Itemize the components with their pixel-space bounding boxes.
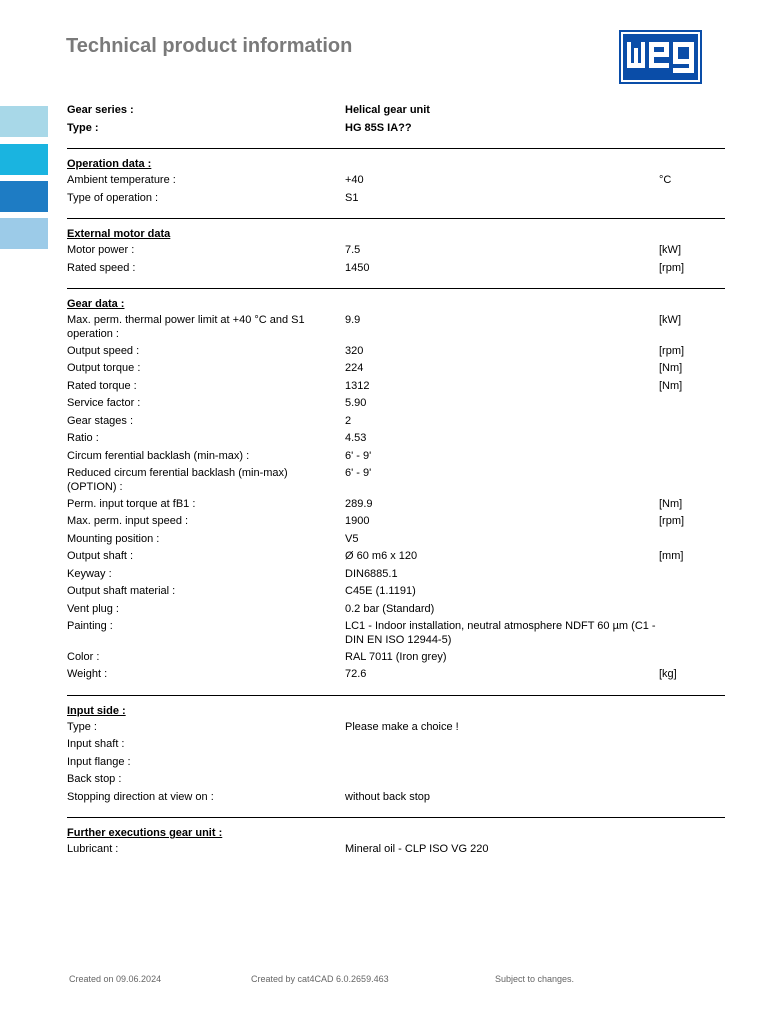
spec-value: 9.9 bbox=[345, 314, 361, 326]
spec-row bbox=[67, 262, 725, 280]
spec-unit: [kW] bbox=[659, 244, 681, 256]
spec-row bbox=[67, 174, 725, 192]
spec-row bbox=[67, 668, 725, 686]
spec-value: 4.53 bbox=[345, 432, 367, 444]
spec-label: Type of operation : bbox=[67, 191, 159, 204]
input-rows bbox=[67, 721, 725, 809]
spec-label: Ambient temperature : bbox=[67, 174, 176, 186]
type-value: HG 85S IA?? bbox=[345, 121, 412, 134]
spec-value: 72.6 bbox=[345, 668, 367, 680]
spec-value: Please make a choice ! bbox=[345, 720, 459, 733]
spec-label: Perm. input torque at fB1 : bbox=[67, 497, 196, 510]
divider bbox=[67, 695, 725, 696]
spec-unit: [mm] bbox=[659, 550, 684, 562]
spec-row bbox=[67, 620, 725, 651]
spec-row bbox=[67, 415, 725, 433]
spec-row bbox=[67, 192, 725, 210]
spec-unit: [rpm] bbox=[659, 515, 685, 527]
section-title-motor: External motor data bbox=[67, 228, 171, 240]
spec-label: Output speed : bbox=[67, 344, 140, 357]
spec-unit: [Nm] bbox=[659, 379, 683, 392]
spec-value: 224 bbox=[345, 362, 364, 374]
spec-label: Color : bbox=[67, 650, 100, 663]
spec-label: Input flange : bbox=[67, 755, 131, 768]
spec-row bbox=[67, 432, 725, 450]
spec-row bbox=[67, 244, 725, 262]
spec-row bbox=[67, 314, 725, 345]
sidebar-stripe-4 bbox=[0, 218, 48, 249]
spec-label: Output shaft : bbox=[67, 550, 134, 562]
spec-value: 1450 bbox=[345, 261, 370, 274]
spec-label: Vent plug : bbox=[67, 602, 119, 615]
spec-label: Stopping direction at view on : bbox=[67, 790, 214, 803]
spec-label: Gear stages : bbox=[67, 414, 134, 427]
spec-value: 7.5 bbox=[345, 244, 361, 256]
spec-value: +40 bbox=[345, 174, 364, 186]
spec-unit: [Nm] bbox=[659, 362, 683, 374]
divider bbox=[67, 218, 725, 219]
spec-row bbox=[67, 721, 725, 739]
spec-value: LC1 - Indoor installation, neutral atmosphere NDFT 60 µm (C1 - DIN EN ISO 12944-5) bbox=[345, 620, 656, 646]
spec-value: 320 bbox=[345, 344, 364, 357]
spec-row bbox=[67, 498, 725, 516]
spec-value: 1312 bbox=[345, 379, 370, 392]
spec-label: Keyway : bbox=[67, 567, 112, 580]
spec-unit: [rpm] bbox=[659, 261, 685, 274]
spec-value: Mineral oil - CLP ISO VG 220 bbox=[345, 843, 489, 855]
spec-value: S1 bbox=[345, 191, 359, 204]
spec-sheet bbox=[67, 104, 725, 861]
spec-unit: [kW] bbox=[659, 314, 681, 326]
further-rows bbox=[67, 843, 725, 861]
spec-row bbox=[67, 756, 725, 774]
spec-row bbox=[67, 568, 725, 586]
spec-value: C45E (1.1191) bbox=[345, 585, 416, 597]
spec-value: RAL 7011 (Iron grey) bbox=[345, 650, 447, 663]
spec-label: Type : bbox=[67, 720, 97, 733]
spec-label: Service factor : bbox=[67, 397, 141, 409]
spec-unit: [rpm] bbox=[659, 344, 685, 357]
spec-row bbox=[67, 345, 725, 363]
sidebar-stripe-2 bbox=[0, 144, 48, 175]
spec-row bbox=[67, 515, 725, 533]
spec-row bbox=[67, 585, 725, 603]
footer-subject: Subject to changes. bbox=[495, 974, 575, 984]
spec-label: Ratio : bbox=[67, 432, 99, 444]
motor-rows bbox=[67, 244, 725, 279]
spec-row bbox=[67, 651, 725, 669]
spec-label: Motor power : bbox=[67, 244, 135, 256]
spec-row bbox=[67, 603, 725, 621]
gear-series-label: Gear series : bbox=[67, 104, 134, 116]
spec-label: Circum ferential backlash (min-max) : bbox=[67, 449, 250, 462]
spec-label: Max. perm. input speed : bbox=[67, 515, 189, 527]
spec-label: Back stop : bbox=[67, 773, 122, 785]
spec-value: 6' - 9' bbox=[345, 449, 372, 462]
spec-row bbox=[67, 450, 725, 468]
divider bbox=[67, 817, 725, 818]
spec-value: 0.2 bar (Standard) bbox=[345, 602, 435, 615]
spec-unit: °C bbox=[659, 174, 672, 186]
gear-series-row bbox=[67, 104, 725, 122]
spec-value: 289.9 bbox=[345, 497, 373, 510]
gear-rows bbox=[67, 314, 725, 686]
section-title-gear: Gear data : bbox=[67, 298, 125, 310]
spec-row bbox=[67, 362, 725, 380]
spec-row bbox=[67, 773, 725, 791]
weg-logo bbox=[619, 30, 702, 84]
section-title-further: Further executions gear unit : bbox=[67, 827, 223, 839]
footer-created-by: Created by cat4CAD 6.0.2659.463 bbox=[251, 974, 389, 984]
spec-label: Output shaft material : bbox=[67, 585, 176, 597]
spec-value: 2 bbox=[345, 414, 352, 427]
gear-series-value: Helical gear unit bbox=[345, 104, 430, 116]
spec-unit: [Nm] bbox=[659, 497, 683, 510]
spec-value: Ø 60 m6 x 120 bbox=[345, 550, 418, 562]
operation-rows bbox=[67, 174, 725, 209]
footer-created-on: Created on 09.06.2024 bbox=[69, 974, 162, 984]
spec-label: Rated speed : bbox=[67, 261, 136, 274]
spec-label: Input shaft : bbox=[67, 738, 125, 750]
section-title-operation: Operation data : bbox=[67, 158, 152, 170]
spec-value: 1900 bbox=[345, 515, 370, 527]
spec-value: 6' - 9' bbox=[345, 467, 372, 479]
section-title-input: Input side : bbox=[67, 704, 126, 717]
spec-row bbox=[67, 380, 725, 398]
sidebar-stripe-3 bbox=[0, 181, 48, 212]
type-label: Type : bbox=[67, 121, 99, 134]
spec-value: without back stop bbox=[345, 790, 430, 803]
page-title: Technical product information bbox=[66, 35, 353, 57]
spec-row bbox=[67, 843, 725, 861]
sidebar-stripe-1 bbox=[0, 106, 48, 137]
spec-label: Lubricant : bbox=[67, 843, 119, 855]
spec-label: Reduced circum ferential backlash (min-max) (OPTION) : bbox=[67, 467, 288, 493]
spec-value: 5.90 bbox=[345, 397, 367, 409]
spec-row bbox=[67, 397, 725, 415]
spec-label: Mounting position : bbox=[67, 532, 160, 545]
spec-label: Output torque : bbox=[67, 362, 141, 374]
spec-value: DIN6885.1 bbox=[345, 567, 398, 580]
spec-row bbox=[67, 738, 725, 756]
spec-label: Max. perm. thermal power limit at +40 °C and S1 operation : bbox=[67, 314, 305, 340]
spec-label: Painting : bbox=[67, 620, 113, 632]
spec-row bbox=[67, 533, 725, 551]
logo-letter-e bbox=[649, 42, 669, 68]
spec-row bbox=[67, 791, 725, 809]
spec-value: V5 bbox=[345, 532, 359, 545]
divider bbox=[67, 288, 725, 289]
divider bbox=[67, 148, 725, 149]
spec-row bbox=[67, 550, 725, 568]
type-row bbox=[67, 122, 725, 140]
spec-label: Weight : bbox=[67, 668, 108, 680]
spec-row bbox=[67, 467, 725, 498]
spec-unit: [kg] bbox=[659, 668, 677, 680]
spec-label: Rated torque : bbox=[67, 379, 137, 392]
